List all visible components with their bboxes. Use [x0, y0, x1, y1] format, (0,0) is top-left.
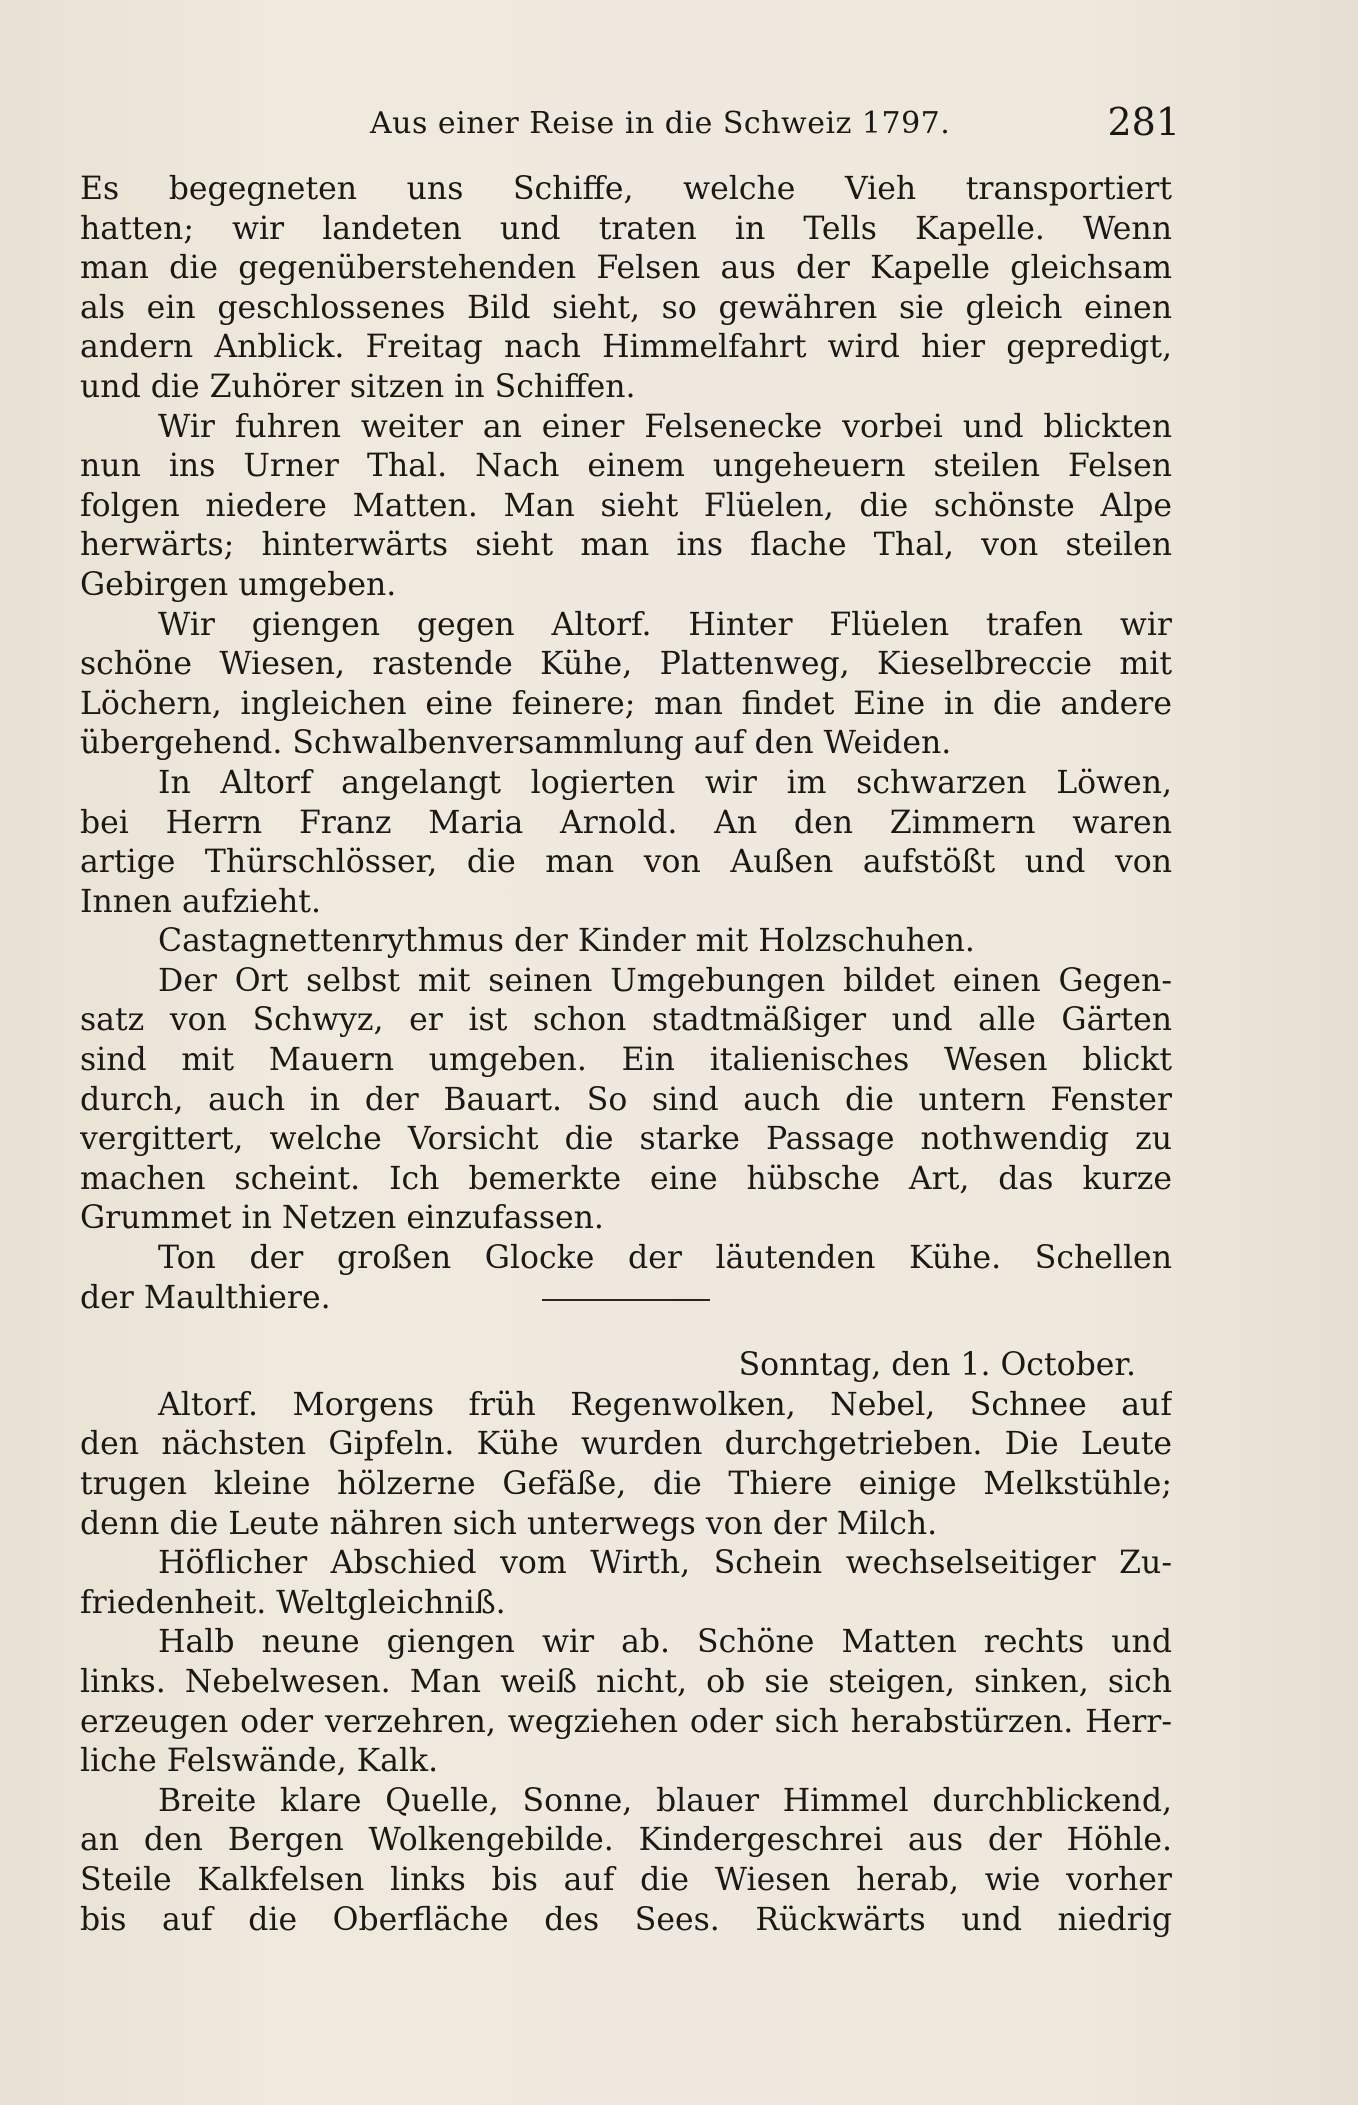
page-number: 281 [1107, 100, 1180, 144]
text-line: denn die Leute nähren sich unterwegs von der Milch. [80, 1505, 938, 1542]
text-line: Steile Kalkfelsen links bis auf die Wiesen herab, wie vorher [80, 1861, 1172, 1898]
text-line: Breite klare Quelle, Sonne, blauer Himmel durchblickend, [158, 1782, 1172, 1819]
text-line: schöne Wiesen, rastende Kühe, Plattenweg, Kieselbreccie mit [80, 646, 1172, 683]
text-line: an den Bergen Wolkengebilde. Kindergeschrei aus der Höhle. [80, 1822, 1172, 1859]
section-spacer [80, 1318, 1172, 1346]
text-line: satz von Schwyz, er ist schon stadtmäßiger und alle Gärten [80, 1002, 1172, 1039]
text-line: bei Herrn Franz Maria Arnold. An den Zimmern waren [80, 804, 1172, 841]
text-line: man die gegenüberstehenden Felsen aus der Kapelle gleichsam [80, 250, 1172, 287]
running-head [80, 100, 1180, 150]
text-line: machen scheint. Ich bemerkte eine hübsche Art, das kurze [80, 1160, 1172, 1197]
text-line: herwärts; hinterwärts sieht man ins flache Thal, von steilen [80, 527, 1172, 564]
text-line: artige Thürschlösser, die man von Außen aufstößt und von [80, 844, 1172, 881]
body-text [80, 170, 1172, 1940]
dateline: Sonntag, den 1. October. [738, 1347, 1136, 1384]
text-line: erzeugen oder verzehren, wegziehen oder sich herabstürzen. Herr- [80, 1703, 1172, 1740]
text-line: trugen kleine hölzerne Gefäße, die Thiere einige Melkstühle; [80, 1466, 1172, 1502]
text-line: bis auf die Oberfläche des Sees. Rückwärts und niedrig [80, 1901, 1172, 1938]
text-line: nun ins Urner Thal. Nach einem ungeheuern steilen Felsen [80, 448, 1172, 485]
text-line: Ton der großen Glocke der läutenden Kühe. Schellen [158, 1240, 1172, 1277]
text-line: Castagnettenrythmus der Kinder mit Holzschuhen. [158, 923, 975, 960]
text-line: In Altorf angelangt logierten wir im schwarzen Löwen, [158, 764, 1172, 801]
text-line: friedenheit. Weltgleichniß. [80, 1584, 506, 1621]
text-line: Altorf. Morgens früh Regenwolken, Nebel, Schnee auf [158, 1386, 1172, 1423]
text-line: links. Nebelwesen. Man weiß nicht, ob sie steigen, sinken, sich [80, 1663, 1172, 1700]
text-line: sind mit Mauern umgeben. Ein italienisches Wesen blickt [80, 1042, 1172, 1079]
text-line: durch, auch in der Bauart. So sind auch die untern Fenster [80, 1081, 1172, 1118]
text-line: liche Felswände, Kalk. [80, 1743, 439, 1780]
text-line: folgen niedere Matten. Man sieht Flüelen, die schönste Alpe [80, 487, 1172, 524]
text-line: vergittert, welche Vorsicht die starke Passage nothwendig zu [80, 1121, 1172, 1158]
text-line: Halb neune giengen wir ab. Schöne Matten rechts und [158, 1624, 1172, 1661]
text-line: übergehend. Schwalbenversammlung auf den Weiden. [80, 725, 952, 762]
text-line: als ein geschlossenes Bild sieht, so gewähren sie gleich einen [80, 289, 1172, 326]
text-line: den nächsten Gipfeln. Kühe wurden durchgetrieben. Die Leute [80, 1426, 1172, 1463]
section-divider [542, 1299, 710, 1301]
text-line: Der Ort selbst mit seinen Umgebungen bildet einen Gegen- [158, 962, 1172, 999]
running-title: Aus einer Reise in die Schweiz 1797. [370, 106, 951, 141]
text-line: Höflicher Abschied vom Wirth, Schein wechselseitiger Zu- [158, 1545, 1172, 1582]
text-line: hatten; wir landeten und traten in Tells Kapelle. Wenn [80, 210, 1172, 247]
text-line: und die Zuhörer sitzen in Schiffen. [80, 368, 636, 405]
text-line: Löchern, ingleichen eine feinere; man findet Eine in die andere [80, 685, 1172, 722]
text-line: Es begegneten uns Schiffe, welche Vieh transportiert [80, 171, 1172, 207]
text-line: der Maulthiere. [80, 1279, 331, 1316]
text-line: Gebirgen umgeben. [80, 566, 397, 603]
section-end-row [80, 1279, 1172, 1319]
text-line: Grummet in Netzen einzufassen. [80, 1200, 604, 1237]
text-line: Innen aufzieht. [80, 883, 321, 920]
text-line: Wir giengen gegen Altorf. Hinter Flüelen trafen wir [158, 606, 1172, 643]
text-line: andern Anblick. Freitag nach Himmelfahrt wird hier gepredigt, [80, 329, 1172, 366]
text-line: Wir fuhren weiter an einer Felsenecke vorbei und blickten [158, 408, 1172, 445]
